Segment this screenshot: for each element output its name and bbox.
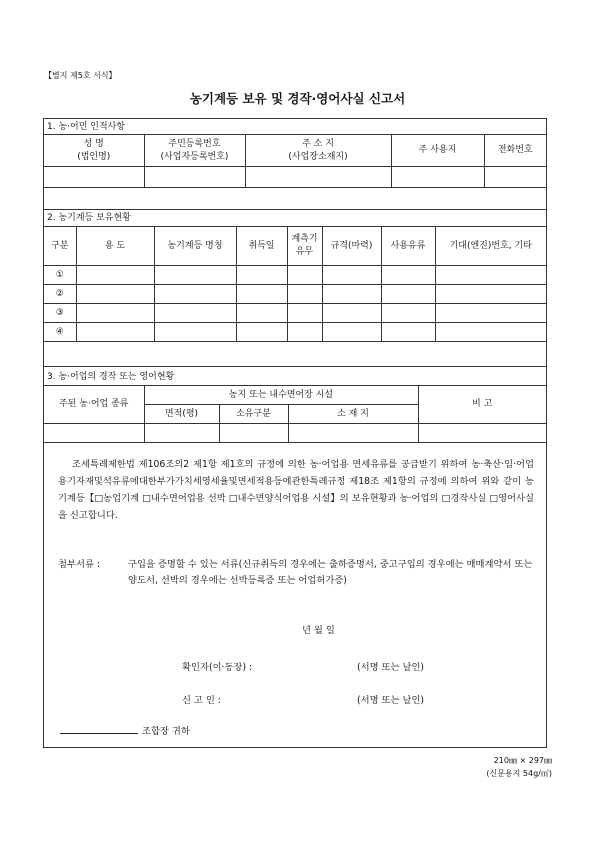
table-cell[interactable] [287, 285, 322, 304]
header-main-farming: 주된 농·어업 종류 [44, 386, 144, 424]
declaration-statement: 조세특례제한법 제106조의2 제1항 제1호의 규정에 의한 농·어업용 면세유류를 공급받기 위하여 농·축산·임·어업용기자재및석유류에대한부가가치세영세율및면세적용등에관한특례규정 제18조 제1항의 규정에 의하여 위와 같이 농기계등【□농업기계 □내수면어업용 선박 □내수면양식어업용 시설】의 보유현황과 농·어업의 □경작사실 □영어사실을 신고합니다. [58, 459, 534, 521]
phone-field[interactable] [484, 167, 546, 188]
form-number-label: 【별지 제5호 서식】 [44, 71, 117, 80]
table-cell[interactable] [322, 285, 381, 304]
table-cell[interactable] [76, 266, 154, 285]
personal-info-table [44, 134, 546, 188]
table-cell[interactable] [236, 323, 287, 342]
table-cell[interactable] [76, 285, 154, 304]
table-cell[interactable] [236, 285, 287, 304]
attachments-text: 구입을 증명할 수 있는 서류(신규취득의 경우에는 출하증명서, 중고구입의 경우에는 매매계약서 또는 양도서, 선박의 경우에는 선박등록증 또는 어업허가증) [128, 559, 533, 586]
table-cell[interactable] [154, 323, 236, 342]
header-location: 소 재 지 [288, 405, 418, 424]
table-cell[interactable] [418, 424, 546, 443]
confirmer-signature[interactable]: (서명 또는 날인) [357, 662, 425, 673]
paper-size: 210㎜ × 297㎜ [493, 756, 552, 765]
table-cell[interactable] [322, 304, 381, 323]
table-cell[interactable] [154, 266, 236, 285]
header-name: 성 명 (법인명) [44, 135, 144, 167]
table-cell[interactable] [435, 285, 546, 304]
table-cell[interactable] [381, 323, 435, 342]
header-spec: 규격(마력) [322, 227, 381, 266]
divider [44, 209, 546, 210]
table-cell[interactable] [381, 285, 435, 304]
table-cell[interactable] [236, 266, 287, 285]
header-main-use-place: 주 사용지 [391, 135, 484, 167]
table-cell[interactable] [287, 304, 322, 323]
header-acquisition-date: 취득일 [236, 227, 287, 266]
table-cell[interactable] [76, 323, 154, 342]
confirmer-label: 확인자(이·동장) : [182, 662, 253, 673]
id-number-field[interactable] [144, 167, 245, 188]
table-cell[interactable] [219, 424, 288, 443]
name-field[interactable] [44, 167, 144, 188]
table-cell[interactable] [144, 424, 219, 443]
header-category: 구분 [44, 227, 76, 266]
attachments-label: 첨부서류 : [58, 559, 101, 570]
table-cell[interactable] [154, 304, 236, 323]
table-cell[interactable] [76, 304, 154, 323]
header-meter: 계측기 유무 [287, 227, 322, 266]
page-title: 농기계등 보유 및 경작·영어사실 신고서 [189, 91, 406, 106]
table-cell[interactable] [287, 266, 322, 285]
table-cell[interactable] [435, 323, 546, 342]
header-address: 주 소 지 (사업장소재지) [245, 135, 391, 167]
union-name-blank[interactable] [60, 724, 138, 734]
table-cell[interactable] [381, 304, 435, 323]
header-facility-group: 농지 또는 내수면어장 시설 [144, 386, 418, 405]
header-engine-number: 기대(엔진)번호, 기타 [435, 227, 546, 266]
table-cell[interactable] [435, 304, 546, 323]
main-use-place-field[interactable] [391, 167, 484, 188]
header-id-number: 주민등록번호 (사업자등록번호) [144, 135, 245, 167]
header-area: 면적(평) [144, 405, 219, 424]
table-cell[interactable] [322, 323, 381, 342]
reporter-label: 신 고 인 : [182, 695, 221, 706]
paper-type: (신문용지 54g/㎡) [486, 769, 552, 778]
header-phone: 전화번호 [484, 135, 546, 167]
header-purpose: 용 도 [76, 227, 154, 266]
address-field[interactable] [245, 167, 391, 188]
row-number: ① [44, 266, 76, 285]
form-frame [43, 118, 547, 748]
table-cell[interactable] [322, 266, 381, 285]
header-machine-name: 농기계등 명칭 [154, 227, 236, 266]
table-cell[interactable] [381, 266, 435, 285]
row-number: ② [44, 285, 76, 304]
table-cell[interactable] [236, 304, 287, 323]
machinery-table [44, 226, 546, 342]
table-cell[interactable] [435, 266, 546, 285]
header-ownership: 소유구분 [219, 405, 288, 424]
section3-heading: 3. 농·어업의 경작 또는 영어현황 [47, 372, 175, 382]
recipient-label: 조합장 귀하 [142, 726, 190, 737]
attachments [58, 557, 534, 589]
table-cell[interactable] [154, 285, 236, 304]
reporter-signature[interactable]: (서명 또는 날인) [357, 695, 425, 706]
header-remarks: 비 고 [418, 386, 546, 424]
section2-heading: 2. 농기계등 보유현황 [47, 213, 131, 223]
divider [44, 366, 546, 367]
table-cell[interactable] [44, 424, 144, 443]
header-fuel: 사용유류 [381, 227, 435, 266]
section1-heading: 1. 농·어민 인적사항 [47, 122, 126, 132]
table-cell[interactable] [287, 323, 322, 342]
table-cell[interactable] [288, 424, 418, 443]
date-line: 년 월 일 [302, 625, 335, 636]
row-number: ④ [44, 323, 76, 342]
farming-table [44, 385, 546, 443]
recipient-line [60, 723, 190, 737]
row-number: ③ [44, 304, 76, 323]
